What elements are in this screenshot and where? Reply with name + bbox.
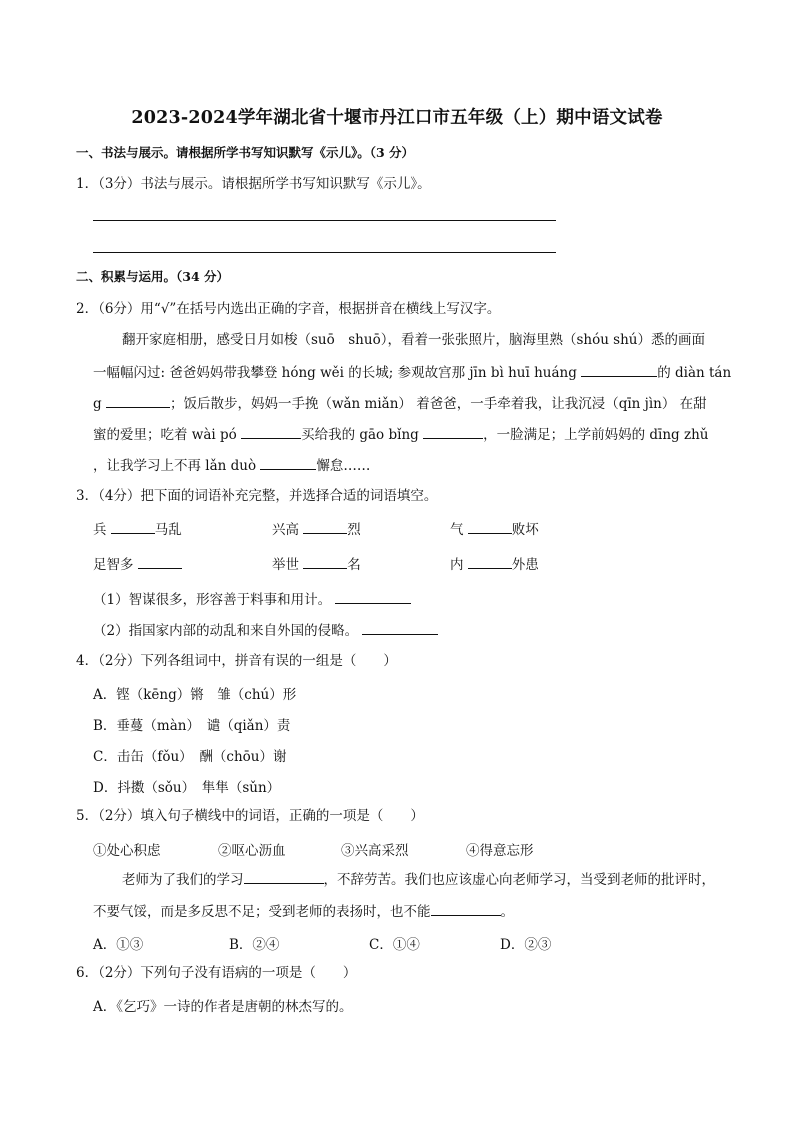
q3-sub-blank[interactable]: [362, 621, 438, 635]
q2-text: g: [93, 396, 102, 412]
q5-word-2: ②呕心沥血: [218, 843, 286, 859]
q4-option-d[interactable]: D．抖擞（sǒu） 隼隼（sǔn）: [93, 780, 281, 796]
q3-sub-text: （1）智谋很多，形容善于料事和用计。: [93, 592, 332, 608]
idiom-blank[interactable]: [138, 555, 182, 569]
idiom-blank[interactable]: [303, 555, 347, 569]
q5-text: 不要气馁，而是多反思不足；受到老师的表扬时，也不能: [93, 904, 431, 920]
idiom-5: [272, 555, 361, 574]
question-2-line-2: [93, 363, 731, 382]
q4-option-b[interactable]: B．垂蔓（màn） 谴（qiǎn）责: [93, 718, 291, 734]
idiom-text: 举世: [272, 557, 304, 573]
q5-word-3: ③兴高采烈: [341, 843, 409, 859]
q2-text: 一幅幅闪过: 爸爸妈妈带我攀登 hóng wěi 的长城; 参观故宫那 jīn bì huī huáng: [93, 365, 577, 381]
q5-text: ，不辞劳苦。我们也应该虚心向老师学习，当受到老师的批评时，: [323, 872, 715, 888]
question-3-stem: 3．（4分）把下面的词语补充完整，并选择合适的词语填空。: [76, 488, 438, 504]
q6-option-a[interactable]: A．《乞巧》一诗的作者是唐朝的林杰写的。: [93, 999, 353, 1015]
question-6-stem: 6．（2分）下列句子没有语病的一项是（ ）: [76, 965, 357, 981]
q3-sub-text: （2）指国家内部的动乱和来自外国的侵略。: [93, 623, 359, 639]
idiom-text: 兴高: [272, 522, 304, 538]
q5-passage-line-2: [93, 902, 514, 921]
blank-waipo[interactable]: [241, 425, 301, 439]
q5-word-1: ①处心积虑: [93, 843, 161, 859]
q5-option-d[interactable]: D．②③: [500, 937, 552, 953]
idiom-text: 内: [450, 557, 468, 573]
question-1: 1．（3分）书法与展示。请根据所学书写知识默写《示儿》。: [76, 176, 431, 192]
q2-text: ；饭后散步，妈妈一手挽（wǎn miǎn） 着爸爸，一手牵着我，让我沉浸（qīn jìn） 在甜: [169, 396, 707, 412]
idiom-2: [272, 520, 361, 539]
idiom-3: [450, 520, 539, 539]
idiom-text: 足智多: [93, 557, 138, 573]
idiom-4: [93, 555, 182, 574]
q5-text: 老师为了我们的学习: [122, 872, 244, 888]
idiom-blank[interactable]: [303, 520, 347, 534]
section-2-heading: 二、积累与运用。（34 分）: [76, 269, 229, 284]
question-4-stem: 4．（2分）下列各组词中，拼音有误的一组是（ ）: [76, 653, 397, 669]
idiom-1: [93, 520, 182, 539]
q4-option-c[interactable]: C．击缶（fǒu） 酬（chōu）谢: [93, 749, 287, 765]
blank-huihuang[interactable]: [581, 363, 657, 377]
q3-sub-1: [93, 590, 411, 609]
q5-word-4: ④得意忘形: [466, 843, 534, 859]
blank-diantang[interactable]: [106, 394, 170, 408]
q3-sub-2: [93, 621, 438, 640]
idiom-blank[interactable]: [468, 520, 512, 534]
question-2-line-4: [93, 425, 708, 444]
answer-line-2[interactable]: [93, 252, 556, 253]
idiom-text: 名: [347, 557, 361, 573]
question-5-stem: 5．（2分）填入句子横线中的词语，正确的一项是（ ）: [76, 808, 424, 824]
q5-option-b[interactable]: B．②④: [229, 937, 280, 953]
q5-option-c[interactable]: C．①④: [369, 937, 420, 953]
q5-blank-2[interactable]: [431, 902, 501, 916]
q5-option-a[interactable]: A．①③: [93, 937, 144, 953]
q2-text: ，让我学习上不再 lǎn duò: [93, 458, 257, 474]
q3-sub-blank[interactable]: [335, 590, 411, 604]
question-2-stem: 2．（6分）用“√”在括号内选出正确的字音，根据拼音在横线上写汉字。: [76, 301, 501, 317]
q2-text: 买给我的 gāo bǐng: [301, 427, 419, 443]
idiom-text: 烈: [347, 522, 361, 538]
blank-gaobing[interactable]: [423, 425, 483, 439]
answer-line-1[interactable]: [93, 220, 556, 221]
idiom-text: 败坏: [511, 522, 539, 538]
q2-text: 的 diàn tán: [657, 365, 732, 381]
idiom-text: 马乱: [154, 522, 182, 538]
page-title: 2023-2024学年湖北省十堰市丹江口市五年级（上）期中语文试卷: [131, 108, 663, 128]
idiom-text: 兵: [93, 522, 111, 538]
q5-blank-1[interactable]: [244, 870, 324, 884]
idiom-6: [450, 555, 539, 574]
q2-text: ，一脸满足；上学前妈妈的 dīng zhǔ: [483, 427, 709, 443]
question-2-line-5: [93, 456, 370, 475]
idiom-text: 外患: [511, 557, 539, 573]
q5-passage-line-1: [122, 870, 715, 889]
idiom-text: 气: [450, 522, 468, 538]
q4-option-a[interactable]: A．铿（kēng）锵 雏（chú）形: [93, 687, 297, 703]
q5-text: 。: [500, 904, 514, 920]
idiom-blank[interactable]: [468, 555, 512, 569]
idiom-blank[interactable]: [111, 520, 155, 534]
q2-text: 蜜的爱里；吃着 wài pó: [93, 427, 237, 443]
q2-text: 懈怠……: [316, 458, 371, 474]
question-2-line-1: 翻开家庭相册，感受日月如梭（suō shuō），看着一张张照片，脑海里熟（shóu shú）悉的画面: [122, 332, 705, 348]
question-2-line-3: [93, 394, 707, 413]
section-1-heading: 一、书法与展示。请根据所学书写知识默写《示儿》。（3 分）: [76, 145, 415, 160]
blank-landuo[interactable]: [260, 456, 316, 470]
